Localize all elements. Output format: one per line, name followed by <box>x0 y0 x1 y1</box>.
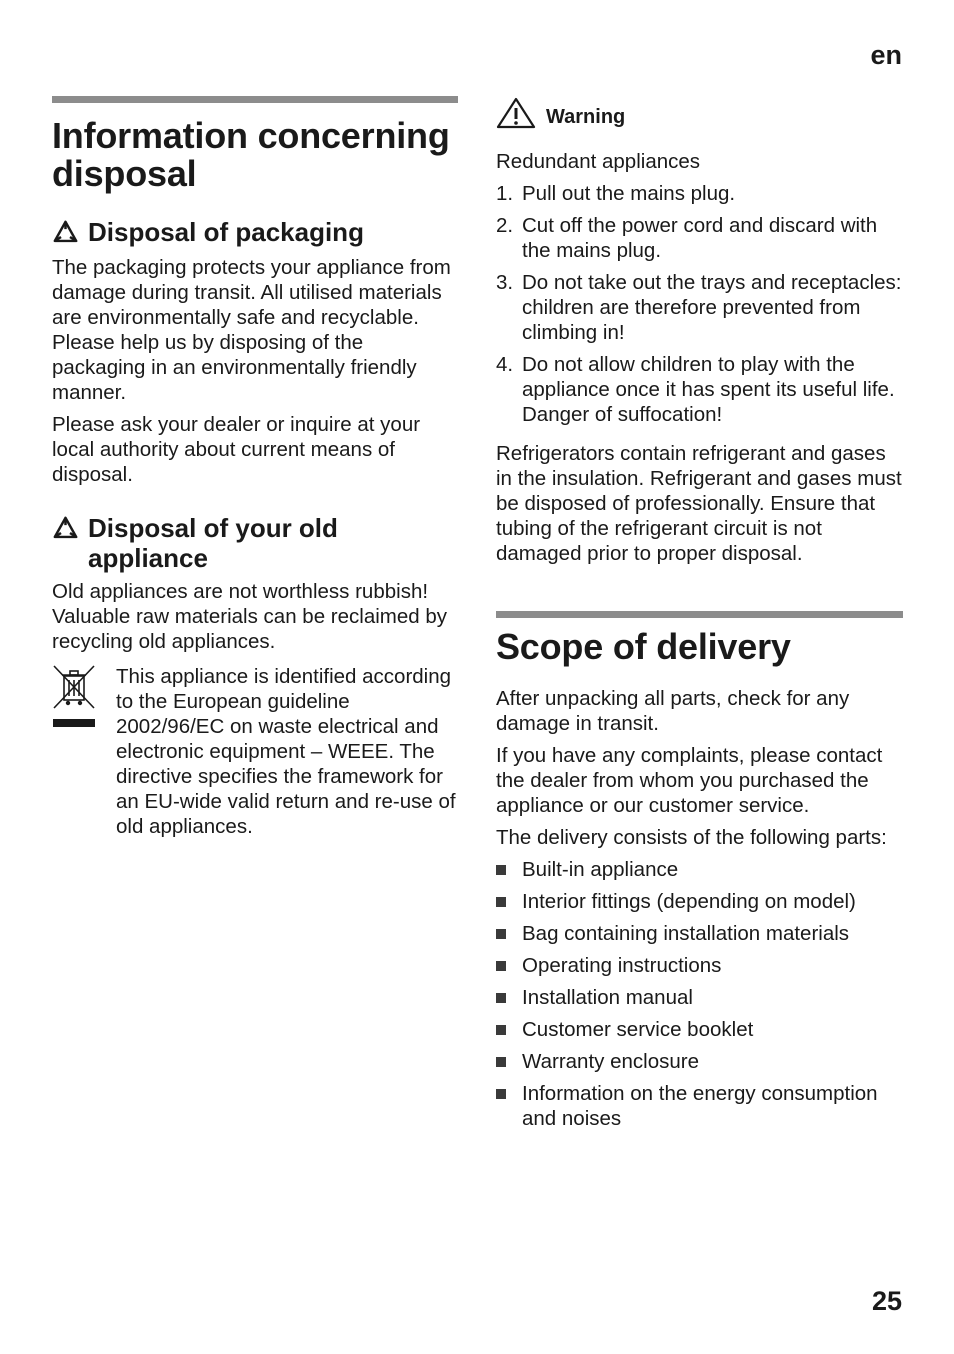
section-rule <box>496 611 903 618</box>
old-appliance-heading <box>52 513 458 573</box>
weee-text: This appliance is identified according to the European guideline 2002/96/EC on waste electrical and electronic equipment – WEEE. The directive specifies the framework for an EU-wide valid return and re-use of old appliances. <box>116 665 456 838</box>
bullet-icon <box>496 865 506 875</box>
list-item: Installation manual <box>496 985 903 1010</box>
scope-paragraph-3: The delivery consists of the following parts: <box>496 826 887 849</box>
list-item: 4. Do not allow children to play with the appliance once it has spent its useful life. Danger of suffocation! <box>496 353 895 426</box>
bullet-icon <box>496 929 506 939</box>
left-column <box>52 96 458 839</box>
list-item: Information on the energy consumption and noises <box>496 1081 903 1131</box>
list-item: Interior fittings (depending on model) <box>496 889 903 914</box>
weee-bar <box>53 719 95 727</box>
warning-title: Warning <box>546 106 626 128</box>
page-number: 25 <box>871 1286 902 1316</box>
list-item: 1. Pull out the mains plug. <box>496 182 736 205</box>
bullet-icon <box>496 993 506 1003</box>
packaging-heading <box>52 217 458 247</box>
recycle-icon <box>52 515 79 542</box>
bullet-icon <box>496 1057 506 1067</box>
list-item: 2. Cut off the power cord and discard with the mains plug. <box>496 214 878 262</box>
warning-steps <box>496 181 903 427</box>
weee-symbol <box>52 664 116 839</box>
bullet-icon <box>496 961 506 971</box>
list-item: Warranty enclosure <box>496 1049 903 1074</box>
bullet-icon <box>496 1089 506 1099</box>
packaging-paragraph-1: The packaging protects your appliance from damage during transit. All utilised materials are environmentally safe and recyclable. Please help us by disposing of the packaging in an environmentally friendly manner. <box>52 256 451 404</box>
list-item: Bag containing installation materials <box>496 921 903 946</box>
delivery-list <box>496 857 903 1131</box>
list-item: 3. Do not take out the trays and receptacles: children are therefore prevented from climbing in! <box>496 271 902 344</box>
warning-header <box>496 96 903 129</box>
bullet-icon <box>496 1025 506 1035</box>
warning-icon <box>496 97 536 129</box>
scope-title: Scope of delivery <box>496 626 791 667</box>
list-item: Operating instructions <box>496 953 903 978</box>
scope-paragraph-1: After unpacking all parts, check for any damage in transit. <box>496 687 850 735</box>
old-appliance-paragraph: Old appliances are not worthless rubbish! Valuable raw materials can be reclaimed by recycling old appliances. <box>52 580 448 653</box>
refrigerant-paragraph: Refrigerators contain refrigerant and gases in the insulation. Refrigerant and gases must be disposed of professionally. Ensure that tubing of the refrigerant circuit is not damaged prior to proper disposal. <box>496 442 902 565</box>
recycle-icon <box>52 219 79 246</box>
packaging-paragraph-2: Please ask your dealer or inquire at your local authority about current means of disposal. <box>52 413 421 486</box>
scope-paragraph-2: If you have any complaints, please contact the dealer from whom you purchased the appliance or our customer service. <box>496 744 883 817</box>
list-item: Built-in appliance <box>496 857 903 882</box>
right-column <box>496 96 903 1131</box>
language-label: en <box>870 40 902 70</box>
old-appliance-heading-text: Disposal of your old appliance <box>88 513 338 573</box>
packaging-heading-text: Disposal of packaging <box>88 217 364 247</box>
warning-intro: Redundant appliances <box>496 150 701 173</box>
bullet-icon <box>496 897 506 907</box>
section-rule <box>52 96 458 103</box>
list-item: Customer service booklet <box>496 1017 903 1042</box>
crossed-bin-icon <box>52 664 96 710</box>
weee-notice <box>52 664 458 839</box>
disposal-title: Information concerning disposal <box>52 115 450 194</box>
